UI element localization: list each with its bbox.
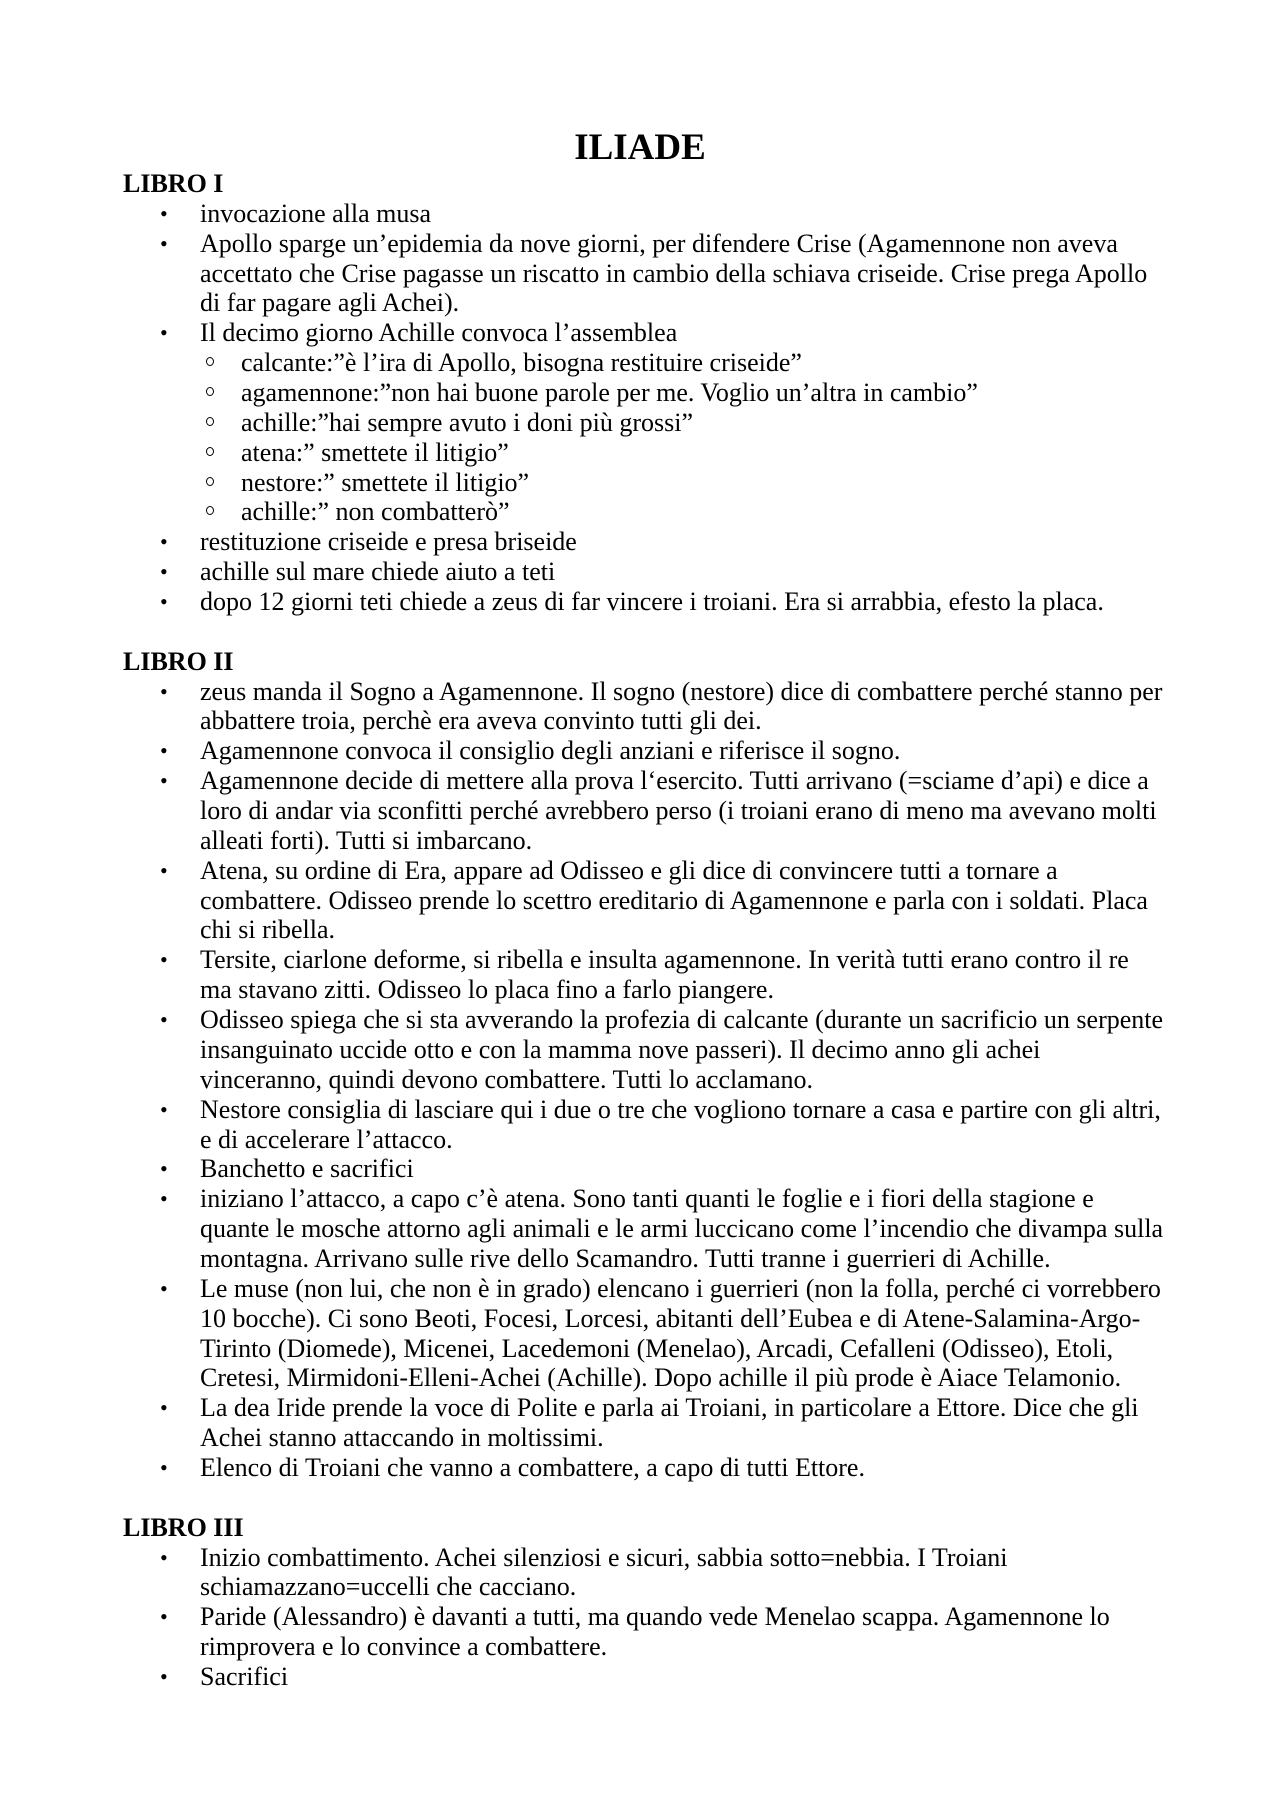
- sub-list-item: [123, 497, 1203, 527]
- list-item: [123, 527, 1203, 557]
- list-item-text: La dea Iride prende la voce di Polite e parla ai Troiani, in particolare a Ettore. Dice che gli Achei stanno attaccando in moltissimi.: [200, 1393, 1139, 1453]
- list-item-text: dopo 12 giorni teti chiede a zeus di far vincere i troiani. Era si arrabbia, efesto la placa.: [200, 587, 1104, 617]
- list-item-text: zeus manda il Sogno a Agamennone. Il sogno (nestore) dice di combattere perché stanno per abbattere troia, perchè era aveva convinto tutti gli dei.: [200, 676, 1163, 736]
- section-heading: LIBRO I: [123, 169, 224, 198]
- sub-list-item: [123, 468, 1203, 498]
- sub-list-item-text: achille:” non combatterò”: [241, 497, 510, 527]
- bullet-icon: •: [160, 1454, 168, 1480]
- bullet-icon: •: [160, 738, 168, 764]
- list-item: [123, 736, 1203, 766]
- bullet-list: [123, 1543, 1203, 1692]
- list-item: [123, 1184, 1203, 1274]
- list-item: [123, 945, 1203, 1005]
- section-libro-1: [123, 169, 1203, 617]
- list-item-text: Elenco di Troiani che vanno a combattere, a capo di tutti Ettore.: [200, 1452, 865, 1482]
- sub-list-item-text: achille:”hai sempre avuto i doni più grossi”: [241, 407, 693, 437]
- circle-bullet-icon: [206, 387, 214, 396]
- section-heading: LIBRO III: [123, 1512, 244, 1542]
- sub-list-item-text: atena:” smettete il litigio”: [241, 437, 509, 467]
- sub-list-item-text: calcante:”è l’ira di Apollo, bisogna restituire criseide”: [241, 348, 802, 378]
- list-item-text: iniziano l’attacco, a capo c’è atena. Sono tanti quanti le foglie e i fiori della stagione e quante le mosche attorno agli animali e le armi luccicano come l’incendio che divampa sulla montagna. Arrivano sulle rive dello Scamandro. Tutti tranne i guerrieri di Achille.: [200, 1184, 1164, 1273]
- bullet-icon: •: [160, 230, 168, 256]
- list-item-text: Nestore consiglia di lasciare qui i due o tre che vogliono tornare a casa e partire con gli altri, e di accelerare l’attacco.: [200, 1094, 1161, 1154]
- bullet-icon: •: [160, 1395, 168, 1421]
- circle-bullet-icon: [206, 417, 214, 426]
- list-item: [123, 199, 1203, 229]
- list-item: [123, 557, 1203, 587]
- list-item-text: Agamennone convoca il consiglio degli anziani e riferisce il sogno.: [200, 736, 901, 766]
- section-libro-3: [123, 1513, 1203, 1692]
- bullet-icon: •: [160, 529, 168, 555]
- bullet-icon: •: [160, 589, 168, 615]
- bullet-icon: •: [160, 559, 168, 585]
- list-item: [123, 1543, 1203, 1603]
- list-item: [123, 1393, 1203, 1453]
- circle-bullet-icon: [206, 447, 214, 456]
- list-item: [123, 677, 1203, 737]
- sub-list-item-text: nestore:” smettete il litigio”: [241, 467, 530, 497]
- bullet-icon: •: [160, 320, 168, 346]
- list-item-text: invocazione alla musa: [200, 198, 432, 228]
- bullet-icon: •: [160, 200, 168, 226]
- bullet-icon: •: [160, 1544, 168, 1570]
- list-item: [123, 1453, 1203, 1483]
- list-item-text: Banchetto e sacrifici: [200, 1154, 414, 1184]
- list-item-text: achille sul mare chiede aiuto a teti: [200, 557, 556, 587]
- sub-list-item-text: agamennone:”non hai buone parole per me. Voglio un’altra in cambio”: [241, 378, 978, 408]
- list-item-text: Agamennone decide di mettere alla prova l‘esercito. Tutti arrivano (=sciame d’api) e dice a loro di andar via sconfitti perché avrebbero perso (i troiani erano di meno ma avevano molti alleati forti). Tutti si imbarcano.: [200, 766, 1157, 855]
- list-item: [123, 1274, 1203, 1393]
- bullet-icon: •: [160, 1156, 168, 1182]
- bullet-icon: •: [160, 768, 168, 794]
- list-item-text: Atena, su ordine di Era, appare ad Odisseo e gli dice di convincere tutti a tornare a combattere. Odisseo prende lo scettro ereditario di Agamennone e parla con i soldati. Placa chi si ribella.: [200, 855, 1148, 945]
- bullet-list: [123, 199, 1203, 617]
- bullet-icon: •: [160, 947, 168, 973]
- circle-bullet-icon: [206, 357, 214, 366]
- bullet-icon: •: [160, 857, 168, 883]
- bullet-icon: •: [160, 1007, 168, 1033]
- list-item: [123, 587, 1203, 617]
- bullet-list: [123, 677, 1203, 1483]
- sub-list-item: [123, 378, 1203, 408]
- bullet-icon: •: [160, 1275, 168, 1301]
- list-item-text: Inizio combattimento. Achei silenziosi e sicuri, sabbia sotto=nebbia. I Troiani schiamazzano=uccelli che cacciano.: [200, 1542, 1008, 1602]
- document-title: ILIADE: [574, 127, 706, 168]
- list-item: [123, 856, 1203, 946]
- list-item: [123, 766, 1203, 856]
- document-body: [123, 169, 1203, 1722]
- circle-bullet-icon: [206, 506, 214, 515]
- list-item-text: Sacrifici: [200, 1661, 289, 1691]
- bullet-icon: •: [160, 1096, 168, 1122]
- section-heading: LIBRO II: [123, 646, 234, 676]
- list-item: [123, 229, 1203, 319]
- list-item-text: Tersite, ciarlone deforme, si ribella e insulta agamennone. In verità tutti erano contro il re ma stavano zitti. Odisseo lo placa fino a farlo piangere.: [200, 945, 1129, 1005]
- list-item: [123, 1662, 1203, 1692]
- section-libro-2: [123, 647, 1203, 1483]
- list-item: [123, 1005, 1203, 1095]
- sub-list-item: [123, 408, 1203, 438]
- sub-list-item: [123, 438, 1203, 468]
- list-item-text: restituzione criseide e presa briseide: [200, 527, 577, 557]
- bullet-icon: •: [160, 1186, 168, 1212]
- list-item-text: Le muse (non lui, che non è in grado) elencano i guerrieri (non la folla, perché ci vorrebbero 10 bocche). Ci sono Beoti, Focesi, Lorcesi, abitanti dell’Eubea e di Atene-Salamina-Argo- Tirinto (Diomede), Micenei, Lacedemoni (Menelao), Arcadi, Cefalleni (Odisseo), Etoli, Cretesi, Mirmidoni-Elleni-Achei (Achille). Dopo achille il più prode è Aiace Telamonio.: [200, 1273, 1161, 1393]
- list-item: [123, 318, 1203, 348]
- list-item: [123, 1602, 1203, 1662]
- bullet-icon: •: [160, 1604, 168, 1630]
- list-item-text: Odisseo spiega che si sta avverando la profezia di calcante (durante un sacrificio un serpente insanguinato uccide otto e con la mamma nove passeri). Il decimo anno gli achei vinceranno, quindi devono combattere. Tutti lo acclamano.: [200, 1005, 1164, 1094]
- sub-list-item: [123, 348, 1203, 378]
- bullet-icon: •: [160, 678, 168, 704]
- list-item-text: Apollo sparge un’epidemia da nove giorni, per difendere Crise (Agamennone non aveva accettato che Crise pagasse un riscatto in cambio della schiava criseide. Crise prega Apollo di far pagare agli Achei).: [200, 228, 1148, 318]
- list-item: [123, 1095, 1203, 1155]
- list-item-text: Paride (Alessandro) è davanti a tutti, ma quando vede Menelao scappa. Agamennone lo rimprovera e lo convince a combattere.: [200, 1602, 1110, 1662]
- bullet-icon: •: [160, 1663, 168, 1689]
- list-item-text: Il decimo giorno Achille convoca l’assemblea: [200, 318, 678, 348]
- list-item: [123, 1154, 1203, 1184]
- circle-bullet-icon: [206, 477, 214, 486]
